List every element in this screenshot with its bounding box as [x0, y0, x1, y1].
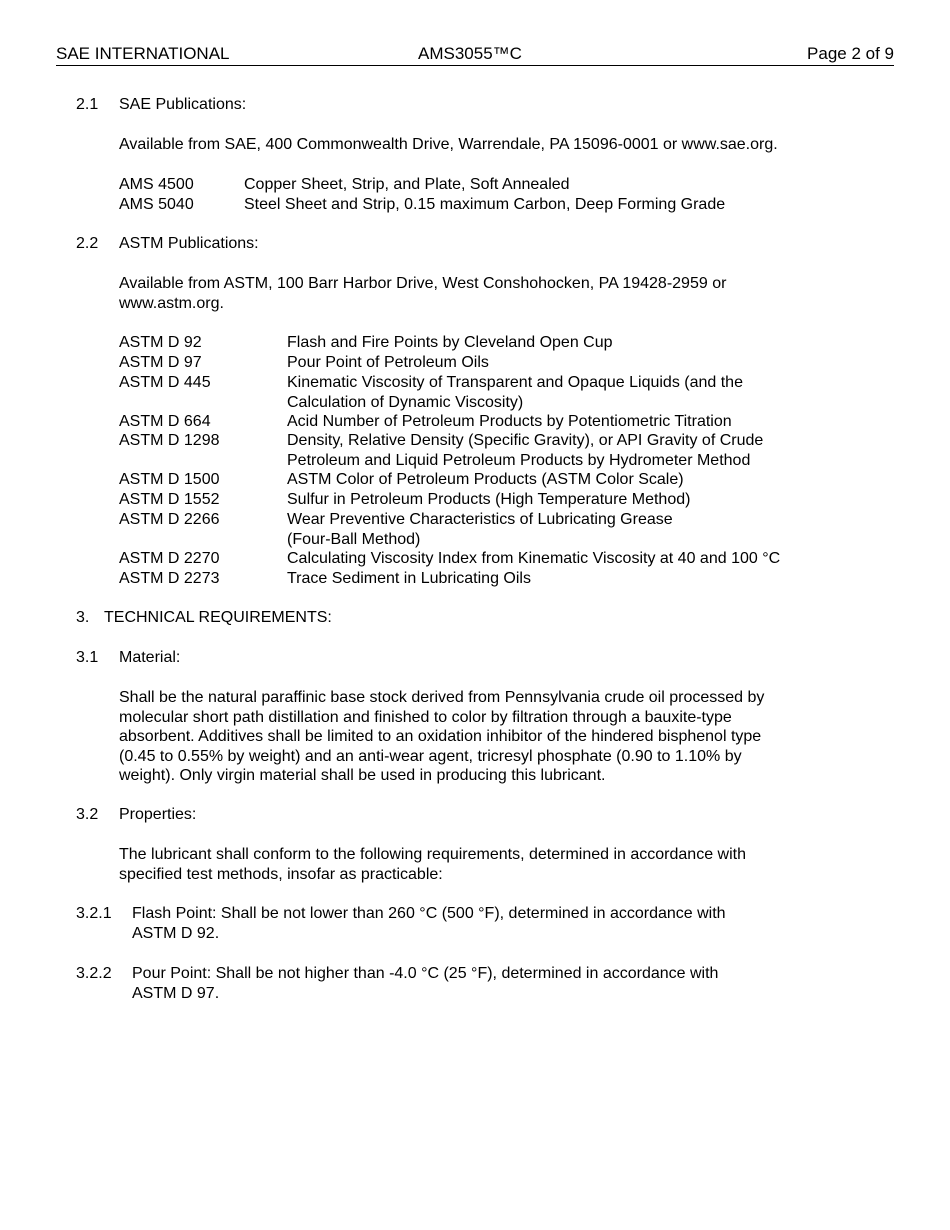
astm-availability-cont: www.astm.org. [119, 295, 224, 312]
reference-title: Density, Relative Density (Specific Gravity), or API Gravity of Crude [287, 432, 764, 449]
reference-title: Steel Sheet and Strip, 0.15 maximum Carbon, Deep Forming Grade [244, 196, 726, 213]
flash-point-line-cont: ASTM D 92. [132, 925, 220, 942]
section-number-2-2: 2.2 [76, 235, 99, 252]
reference-title-cont: (Four-Ball Method) [287, 530, 421, 548]
reference-code: ASTM D 1552 [119, 491, 220, 508]
section-number-3: 3. [76, 609, 90, 626]
reference-title-cont: Calculation of Dynamic Viscosity) [287, 393, 524, 411]
reference-code: ASTM D 2273 [119, 570, 220, 587]
section-title-2-2: ASTM Publications: [119, 235, 259, 252]
material-paragraph [119, 688, 764, 786]
reference-title: Acid Number of Petroleum Products by Potentiometric Titration [287, 413, 732, 430]
section-title-3-1: Material: [119, 649, 181, 666]
paragraph-line: Shall be the natural paraffinic base stock derived from Pennsylvania crude oil processed by [119, 689, 765, 706]
reference-code: AMS 4500 [119, 176, 194, 193]
reference-code: ASTM D 2266 [119, 511, 220, 528]
reference-title: Sulfur in Petroleum Products (High Temperature Method) [287, 491, 691, 508]
paragraph-line: specified test methods, insofar as practicable: [119, 865, 443, 883]
reference-title: Kinematic Viscosity of Transparent and Opaque Liquids (and the [287, 374, 743, 391]
reference-title: Calculating Viscosity Index from Kinematic Viscosity at 40 and 100 °C [287, 550, 781, 567]
section-number-2-1: 2.1 [76, 96, 99, 113]
section-number-3-1: 3.1 [76, 649, 99, 666]
astm-availability: Available from ASTM, 100 Barr Harbor Drive, West Conshohocken, PA 19428-2959 or [119, 275, 727, 292]
reference-code: ASTM D 664 [119, 413, 211, 430]
paragraph-line: (0.45 to 0.55% by weight) and an anti-wear agent, tricresyl phosphate (0.90 to 1.10% by [119, 747, 742, 765]
reference-title: Flash and Fire Points by Cleveland Open Cup [287, 334, 613, 351]
section-number-3-2-2: 3.2.2 [76, 965, 112, 982]
page-header [56, 44, 894, 66]
reference-code: ASTM D 92 [119, 334, 202, 351]
reference-code: ASTM D 1500 [119, 471, 220, 488]
pour-point-line: Pour Point: Shall be not higher than -4.0 °C (25 °F), determined in accordance with [132, 965, 719, 982]
paragraph-line: The lubricant shall conform to the following requirements, determined in accordance with [119, 846, 746, 863]
reference-code: AMS 5040 [119, 196, 194, 213]
reference-code: ASTM D 1298 [119, 432, 220, 449]
properties-paragraph [119, 845, 746, 884]
header-org: SAE INTERNATIONAL [56, 44, 230, 63]
section-number-3-2: 3.2 [76, 806, 99, 823]
section-title-3-2: Properties: [119, 806, 197, 823]
reference-code: ASTM D 2270 [119, 550, 220, 567]
section-number-3-2-1: 3.2.1 [76, 905, 112, 922]
reference-title: Wear Preventive Characteristics of Lubricating Grease [287, 511, 673, 528]
reference-title: Copper Sheet, Strip, and Plate, Soft Annealed [244, 176, 570, 193]
section-title-2-1: SAE Publications: [119, 96, 247, 113]
reference-code: ASTM D 445 [119, 374, 211, 391]
reference-title: ASTM Color of Petroleum Products (ASTM Color Scale) [287, 471, 684, 488]
reference-title: Trace Sediment in Lubricating Oils [287, 570, 531, 587]
header-page-number: Page 2 of 9 [807, 44, 894, 63]
pour-point-line-cont: ASTM D 97. [132, 985, 220, 1002]
sae-availability: Available from SAE, 400 Commonwealth Drive, Warrendale, PA 15096-0001 or www.sae.org. [119, 136, 778, 153]
reference-title-cont: Petroleum and Liquid Petroleum Products by Hydrometer Method [287, 451, 751, 469]
reference-title: Pour Point of Petroleum Oils [287, 354, 489, 371]
flash-point-line: Flash Point: Shall be not lower than 260 °C (500 °F), determined in accordance with [132, 905, 726, 922]
header-doc-id: AMS3055™C [418, 44, 522, 63]
section-title-3: TECHNICAL REQUIREMENTS: [104, 609, 332, 626]
paragraph-line: weight). Only virgin material shall be used in producing this lubricant. [119, 767, 606, 785]
reference-code: ASTM D 97 [119, 354, 202, 371]
paragraph-line: molecular short path distillation and finished to color by filtration through a bauxite-type [119, 708, 732, 726]
paragraph-line: absorbent. Additives shall be limited to an oxidation inhibitor of the hindered bisphenol type [119, 728, 762, 746]
